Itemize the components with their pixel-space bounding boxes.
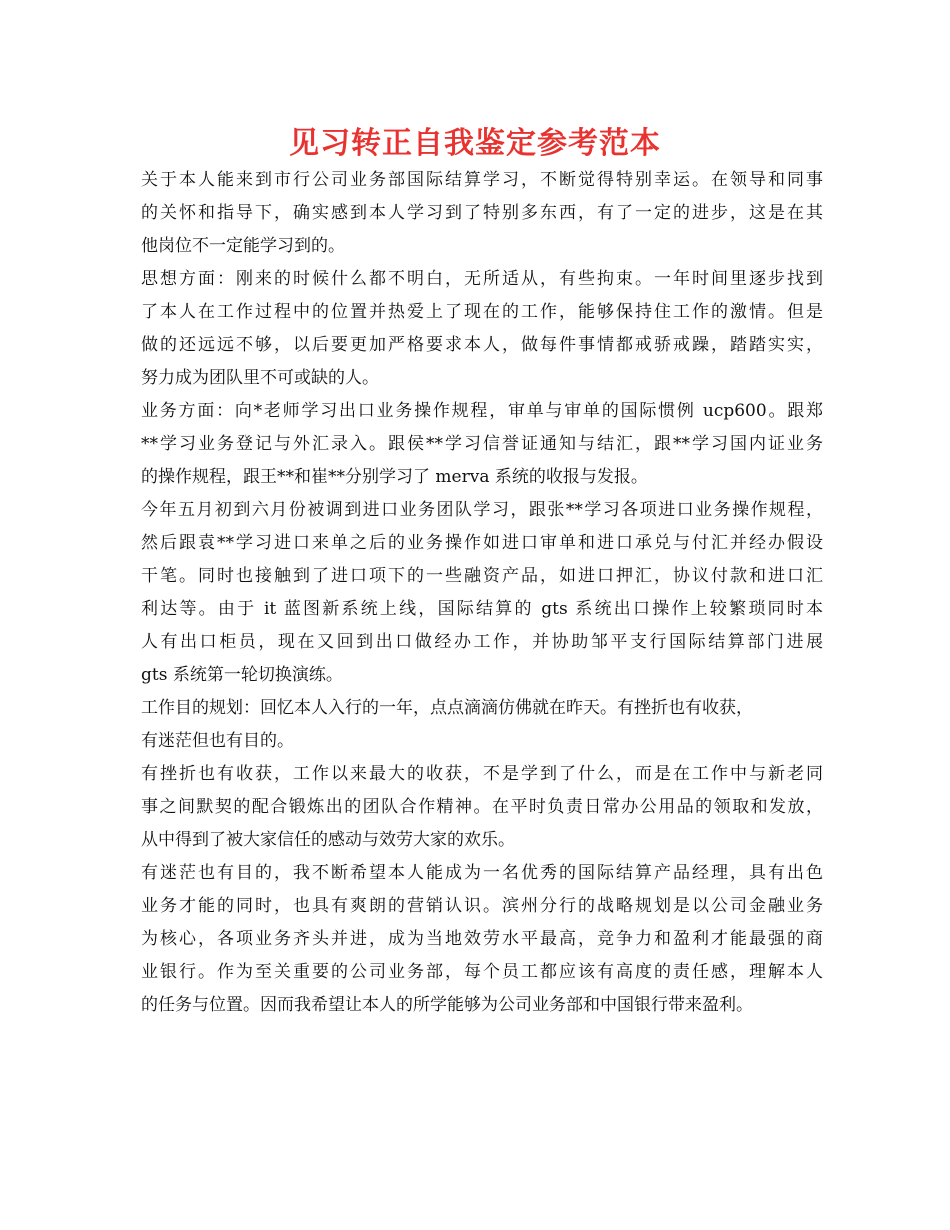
body-line: 业务方面：向*老师学习出口业务操作规程，审单与审单的国际惯例 ucp600。跟郑 — [141, 401, 823, 421]
body-line: 人有出口柜员，现在又回到出口做经办工作，并协助邹平支行国际结算部门进展 — [141, 632, 823, 652]
body-line: 的关怀和指导下，确实感到本人学习到了特别多东西，有了一定的进步，这是在其 — [141, 203, 823, 223]
body-line: 工作目的规划：回忆本人入行的一年，点点滴滴仿佛就在昨天。有挫折也有收获， — [141, 698, 753, 718]
body-line: 的操作规程，跟王**和崔**分别学习了 merva 系统的收报与发报。 — [141, 467, 648, 487]
body-line: 关于本人能来到市行公司业务部国际结算学习，不断觉得特别幸运。在领导和同事 — [141, 170, 823, 190]
body-line: 为核心，各项业务齐头并进，成为当地效劳水平最高，竞争力和盈利才能最强的商 — [141, 929, 823, 949]
body-line: 然后跟袁**学习进口来单之后的业务操作如进口审单和进口承兑与付汇并经办假设 — [141, 533, 823, 553]
body-line: 他岗位不一定能学习到的。 — [141, 236, 345, 256]
body-line: 有迷茫但也有目的。 — [141, 731, 294, 751]
body-line: 利达等。由于 it 蓝图新系统上线，国际结算的 gts 系统出口操作上较繁琐同时本 — [141, 599, 823, 619]
document-body — [141, 164, 823, 1022]
body-line: 有迷茫也有目的，我不断希望本人能成为一名优秀的国际结算产品经理，具有出色 — [141, 863, 823, 883]
body-line: 事之间默契的配合锻炼出的团队合作精神。在平时负责日常办公用品的领取和发放， — [141, 797, 823, 817]
body-line: 今年五月初到六月份被调到进口业务团队学习，跟张**学习各项进口业务操作规程， — [141, 500, 823, 520]
body-line: 思想方面：刚来的时候什么都不明白，无所适从，有些拘束。一年时间里逐步找到 — [141, 269, 823, 289]
body-line: 干笔。同时也接触到了进口项下的一些融资产品，如进口押汇，协议付款和进口汇 — [141, 566, 823, 586]
body-line: 努力成为团队里不可或缺的人。 — [141, 368, 379, 388]
body-line: 从中得到了被大家信任的感动与效劳大家的欢乐。 — [141, 830, 515, 850]
body-line: 的任务与位置。因而我希望让本人的所学能够为公司业务部和中国银行带来盈利。 — [141, 995, 753, 1015]
body-line: 了本人在工作过程中的位置并热爱上了现在的工作，能够保持住工作的激情。但是 — [141, 302, 823, 322]
body-line: 做的还远远不够，以后要更加严格要求本人，做每件事情都戒骄戒躁，踏踏实实， — [141, 335, 823, 355]
body-line: 业务才能的同时，也具有爽朗的营销认识。滨州分行的战略规划是以公司金融业务 — [141, 896, 823, 916]
document-title: 见习转正自我鉴定参考范本 — [289, 126, 661, 161]
body-line: 业银行。作为至关重要的公司业务部，每个员工都应该有高度的责任感，理解本人 — [141, 962, 823, 982]
body-line: **学习业务登记与外汇录入。跟侯**学习信誉证通知与结汇，跟**学习国内证业务 — [141, 434, 823, 454]
body-line: gts 系统第一轮切换演练。 — [141, 665, 343, 685]
body-line: 有挫折也有收获，工作以来最大的收获，不是学到了什么，而是在工作中与新老同 — [141, 764, 823, 784]
